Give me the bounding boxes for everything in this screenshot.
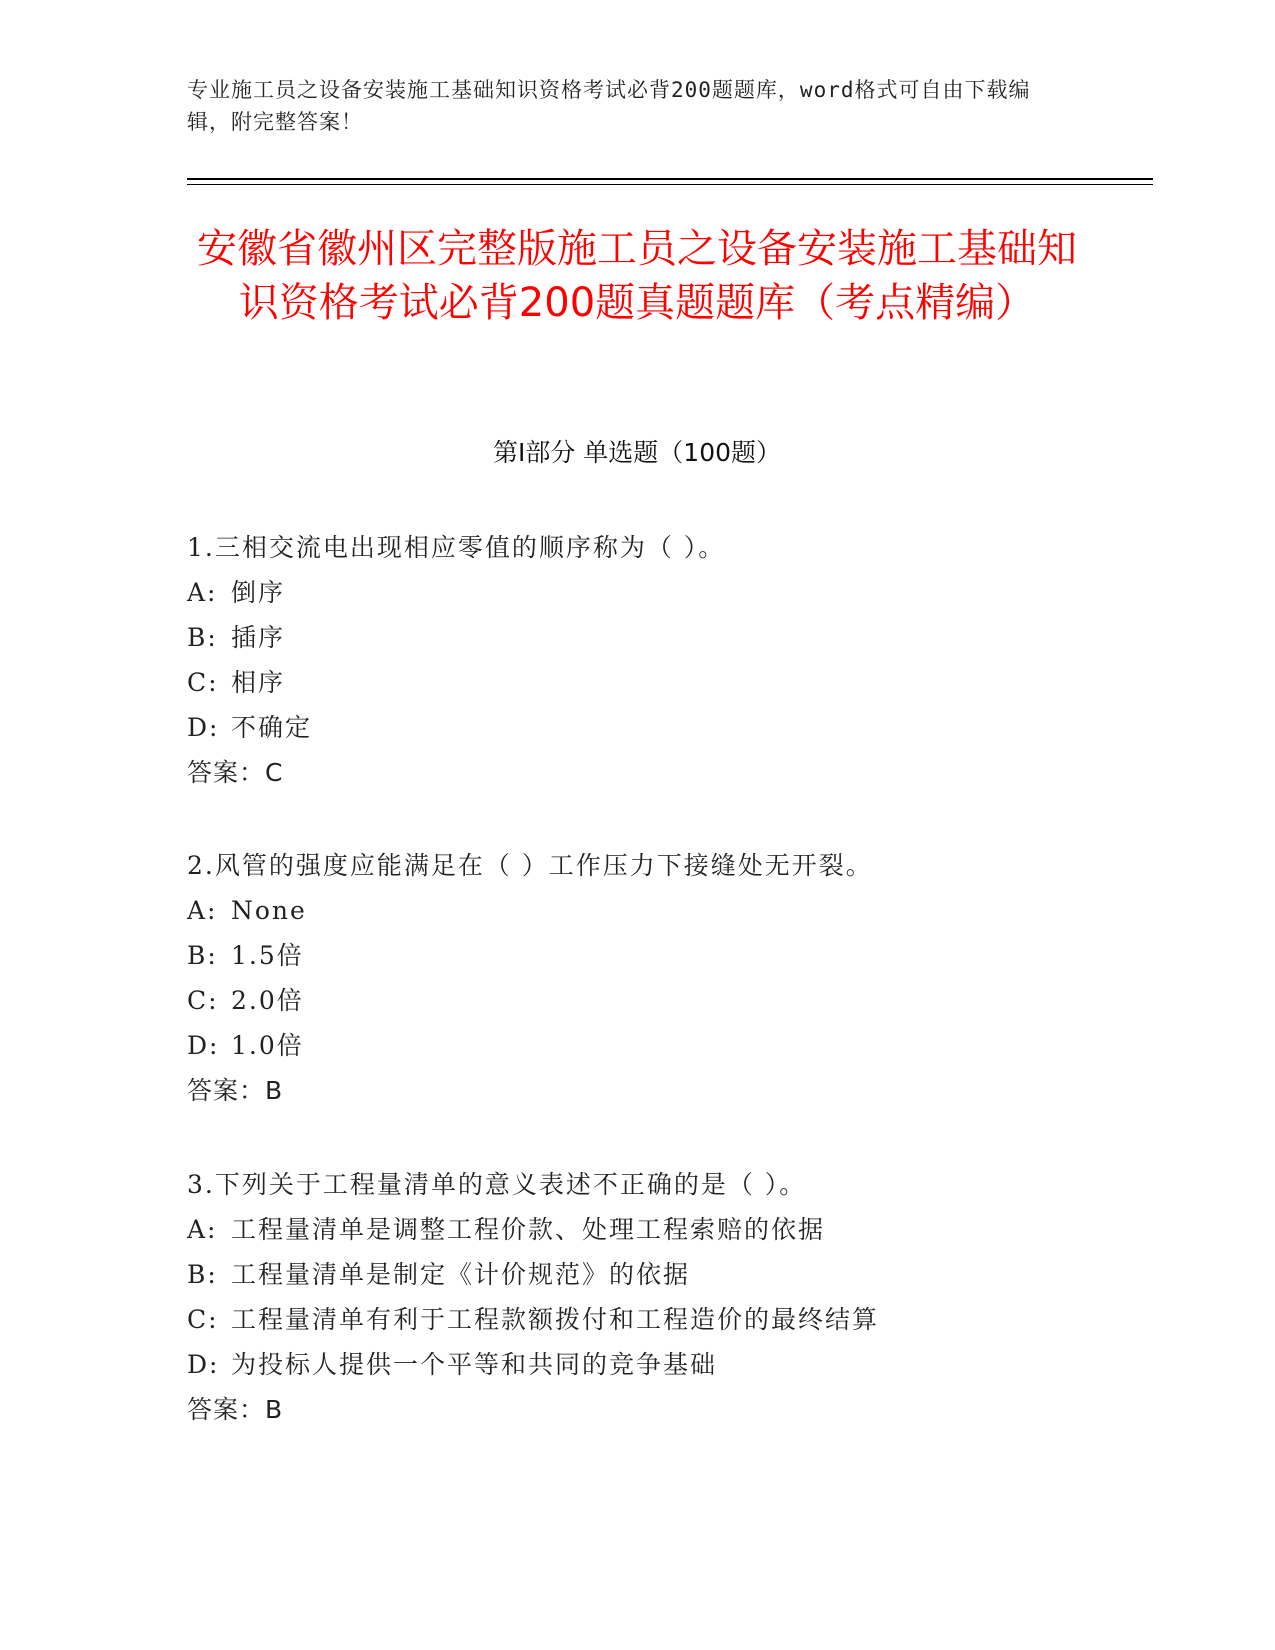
option-c (187, 660, 1147, 705)
answer-line: 答案：B (187, 1076, 284, 1105)
header-rule-thick (187, 178, 1153, 180)
option-c (187, 1297, 1147, 1342)
option-letter: D: (187, 1350, 220, 1379)
option-b (187, 933, 1147, 978)
question-stem: 2.风管的强度应能满足在（ ）工作压力下接缝处无开裂。 (187, 851, 873, 880)
question-stem: 1.三相交流电出现相应零值的顺序称为（ ）。 (187, 533, 726, 562)
question-block (187, 1162, 1147, 1432)
option-letter: C: (187, 668, 219, 697)
option-text: 插序 (231, 623, 286, 652)
header-note: 专业施工员之设备安装施工基础知识资格考试必背200题题库，word格式可自由下载编辑，附完整答案！ (187, 78, 1031, 134)
option-letter: C: (187, 1305, 219, 1334)
header-rule-thin (187, 184, 1153, 185)
question-block (187, 843, 1147, 1113)
option-letter: D: (187, 1031, 220, 1060)
question-stem: 3.下列关于工程量清单的意义表述不正确的是（ ）。 (187, 1170, 807, 1199)
question-block (187, 525, 1147, 795)
option-letter: C: (187, 986, 219, 1015)
option-text: 为投标人提供一个平等和共同的竞争基础 (231, 1350, 718, 1379)
option-text: 1.5倍 (231, 941, 304, 970)
option-d (187, 1342, 1147, 1387)
option-text: None (231, 896, 307, 925)
option-text: 不确定 (231, 713, 313, 742)
option-text: 2.0倍 (231, 986, 304, 1015)
option-text: 1.0倍 (231, 1031, 304, 1060)
option-text: 工程量清单有利于工程款额拨付和工程造价的最终结算 (231, 1305, 880, 1334)
option-a (187, 888, 1147, 933)
option-text: 工程量清单是调整工程价款、处理工程索赔的依据 (231, 1215, 826, 1244)
option-c (187, 978, 1147, 1023)
section-heading: 第Ⅰ部分 单选题（100题） (492, 438, 782, 467)
option-letter: A: (187, 578, 218, 607)
option-letter: B: (187, 1260, 218, 1289)
option-d (187, 705, 1147, 750)
option-letter: D: (187, 713, 220, 742)
option-letter: B: (187, 941, 218, 970)
option-d (187, 1023, 1147, 1068)
option-text: 倒序 (231, 578, 286, 607)
option-a (187, 1207, 1147, 1252)
option-a (187, 570, 1147, 615)
document-title: 安徽省徽州区完整版施工员之设备安装施工基础知识资格考试必背200题真题题库（考点精编） (197, 226, 1077, 326)
option-b (187, 615, 1147, 660)
option-text: 相序 (231, 668, 286, 697)
option-letter: A: (187, 896, 218, 925)
option-letter: A: (187, 1215, 218, 1244)
answer-line: 答案：B (187, 1395, 284, 1424)
option-letter: B: (187, 623, 218, 652)
answer-line: 答案：C (187, 758, 284, 787)
option-b (187, 1252, 1147, 1297)
option-text: 工程量清单是制定《计价规范》的依据 (231, 1260, 691, 1289)
